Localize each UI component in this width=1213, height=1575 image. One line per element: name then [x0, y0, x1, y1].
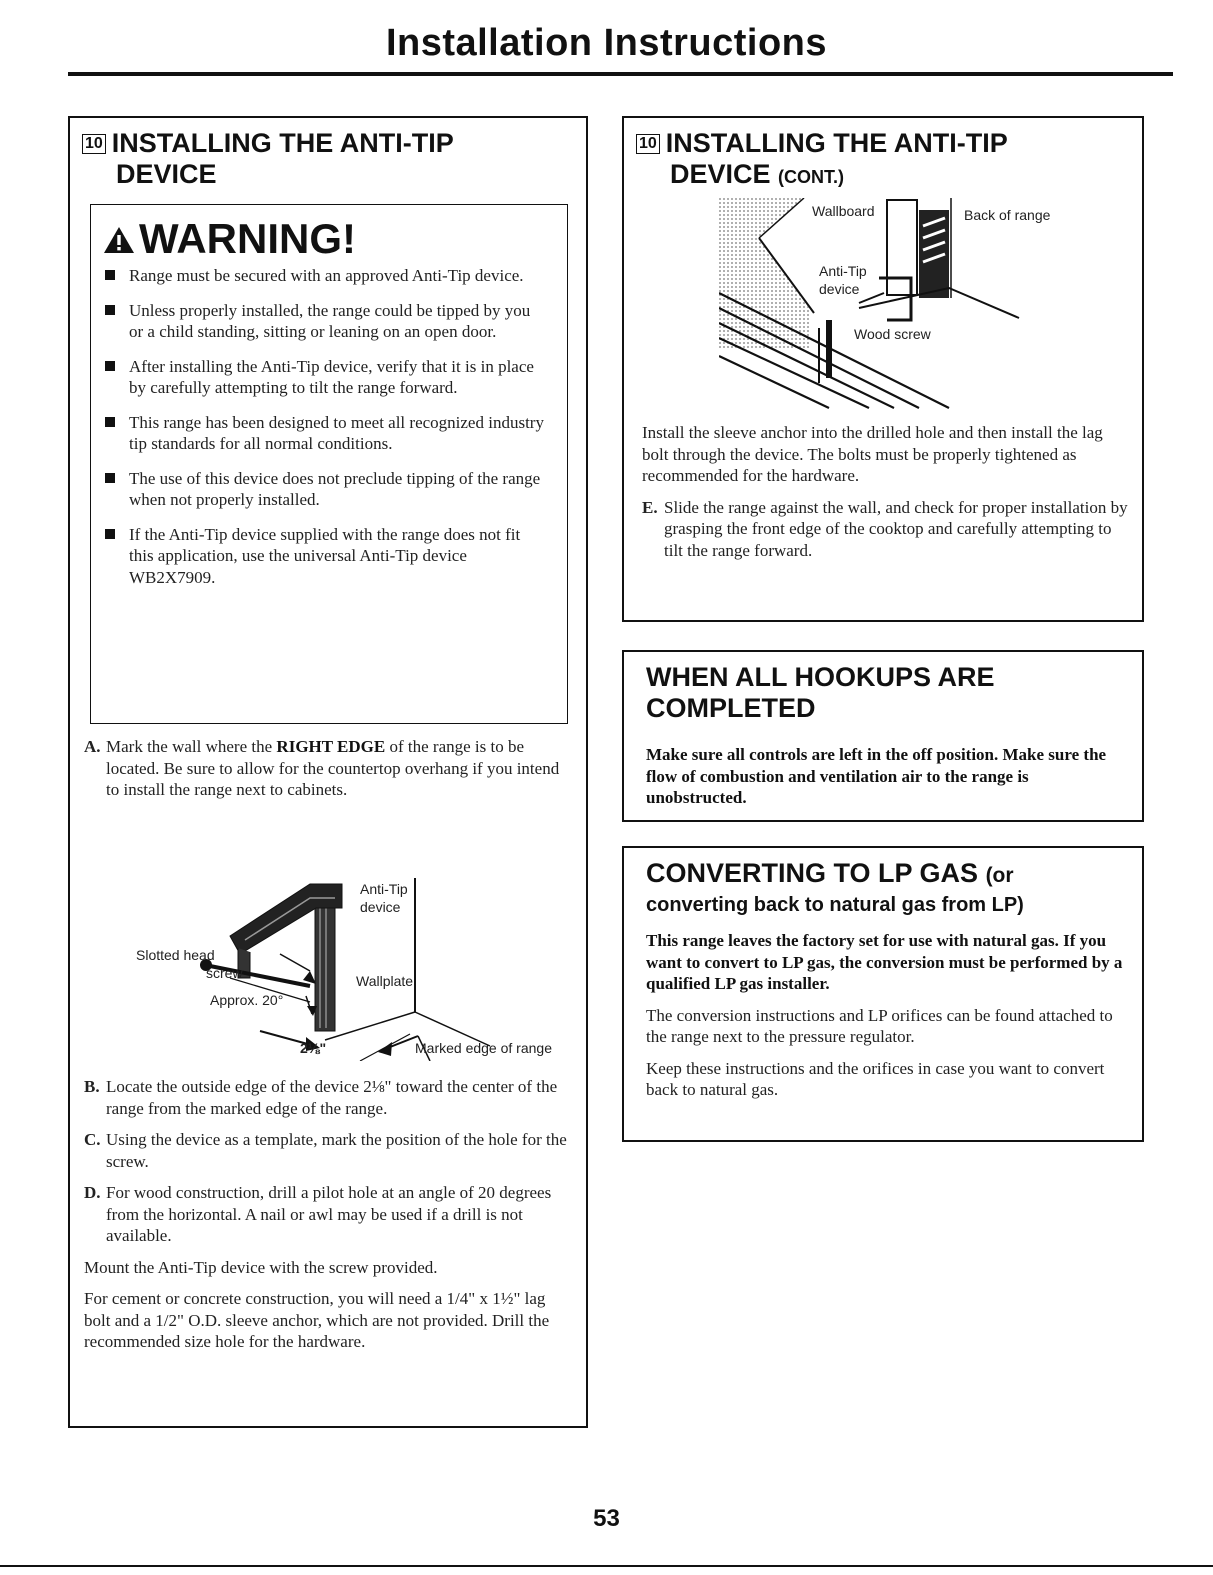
concrete-paragraph: For cement or concrete construction, you will need a 1/4" x 1½" lag bolt and a 1/2" O.D. sleeve anchor, which are not provided. Drill the recommended size hole for the hardware. [84, 1289, 550, 1351]
step-number-badge: 10 [82, 134, 106, 154]
lp-gas-bold-text: This range leaves the factory set for use with natural gas. If you want to convert to LP gas, the conversion must be performed by a qualified LP gas installer. [646, 931, 1123, 993]
lp-gas-heading [646, 858, 1141, 891]
hookups-heading [646, 662, 1136, 724]
step-a-bold: RIGHT EDGE [276, 737, 386, 756]
warning-bullet-text: After installing the Anti-Tip device, verify that it is in place by carefully attempting to tilt the range forward. [129, 356, 534, 397]
label-approx-angle: Approx. 20° [210, 992, 284, 1008]
label-wallboard: Wallboard [812, 203, 875, 219]
step-e-letter: E. [642, 497, 658, 517]
lp-gas-section-box [622, 846, 1144, 1142]
bottom-rule [0, 1565, 1213, 1567]
step-c-text: Using the device as a template, mark the position of the hole for the screw. [106, 1130, 567, 1171]
label-anti-tip-line2: device [360, 899, 401, 915]
step-b-letter: B. [84, 1077, 100, 1096]
lp-gas-para1: The conversion instructions and LP orifices can be found attached to the range next to the pressure regulator. [646, 1005, 1113, 1046]
label-screw: screw [206, 965, 243, 981]
step-number-badge: 10 [636, 134, 660, 154]
lp-gas-para2: Keep these instructions and the orifices in case you want to convert back to natural gas. [646, 1058, 1105, 1099]
step-d [84, 1182, 576, 1247]
title-rule [68, 72, 1173, 76]
warning-bullet [97, 265, 547, 287]
right-top-text [642, 422, 1132, 571]
step-a-text-before: Mark the wall where the [106, 737, 277, 756]
lp-gas-body [646, 930, 1132, 1111]
warning-title: WARNING! [139, 215, 356, 262]
left-heading [82, 128, 582, 190]
label-slotted-head: Slotted head [136, 947, 215, 963]
warning-box [90, 204, 568, 724]
step-c [84, 1129, 576, 1172]
step-d-text: For wood construction, drill a pilot hole at an angle of 20 degrees from the horizontal. A nail or awl may be used if a drill is not available. [106, 1183, 552, 1245]
step-a [84, 736, 574, 811]
warning-bullet [97, 356, 547, 399]
hookups-text: Make sure all controls are left in the off position. Make sure the flow of combustion and ventilation air to the range is unobstructed. [646, 745, 1107, 807]
label-anti-tip-line2: device [819, 281, 860, 297]
hookups-heading-line2: COMPLETED [646, 693, 816, 723]
steps-b-d [84, 1076, 576, 1363]
warning-bullet [97, 300, 547, 343]
right-heading-cont: (CONT.) [778, 167, 845, 187]
lp-gas-heading-paren: (or [985, 864, 1014, 887]
right-heading-line1: INSTALLING THE ANTI-TIP [665, 128, 1008, 158]
step-a-text-after: of the range is to be located. Be sure to allow for the countertop overhang if you intend to install the range next to cabinets. [106, 737, 560, 799]
right-top-heading [636, 128, 1136, 193]
lp-gas-subheading: converting back to natural gas from LP) [646, 894, 1024, 916]
warning-bullet [97, 412, 547, 455]
label-marked-edge: Marked edge of range [415, 1040, 552, 1056]
warning-bullet-text: The use of this device does not preclude tipping of the range when not properly installed. [129, 468, 541, 509]
warning-bullet-text: Range must be secured with an approved Anti-Tip device. [129, 266, 524, 285]
anti-tip-diagram [110, 856, 570, 1061]
step-e-text: Slide the range against the wall, and check for proper installation by grasping the front edge of the cooktop and carefully attempting to tilt the range forward. [664, 497, 1128, 560]
step-e [642, 497, 1132, 562]
right-top-section-box [622, 116, 1144, 622]
wall-installation-diagram [719, 198, 1119, 413]
step-a-letter: A. [84, 737, 101, 756]
mount-paragraph: Mount the Anti-Tip device with the screw provided. [84, 1257, 438, 1277]
right-heading-line2: DEVICE [670, 159, 771, 189]
left-heading-line2: DEVICE [116, 159, 217, 189]
label-anti-tip-line1: Anti-Tip [360, 881, 408, 897]
warning-bullets [97, 265, 547, 601]
label-wallplate: Wallplate [356, 973, 414, 989]
warning-triangle-icon [103, 225, 135, 255]
lp-gas-heading-main: CONVERTING TO LP GAS [646, 858, 979, 888]
warning-bullet-text: Unless properly installed, the range could be tipped by you or a child standing, sitting or leaning on an open door. [129, 300, 531, 341]
label-wood-screw: Wood screw [854, 326, 931, 342]
warning-header [103, 217, 356, 261]
page-title: Installation Instructions [385, 22, 828, 64]
sleeve-anchor-paragraph: Install the sleeve anchor into the drilled hole and then install the lag bolt through the device. The bolts must be properly tightened as recommended for the hardware. [642, 423, 1103, 485]
left-heading-line1: INSTALLING THE ANTI-TIP [111, 128, 454, 158]
left-section-box [68, 116, 588, 1428]
step-d-letter: D. [84, 1183, 101, 1202]
step-c-letter: C. [84, 1130, 101, 1149]
step-b [84, 1076, 576, 1119]
step-b-text: Locate the outside edge of the device 2⅛" toward the center of the range from the marked edge of the range. [106, 1077, 558, 1118]
warning-bullet [97, 524, 547, 589]
hookups-heading-line1: WHEN ALL HOOKUPS ARE [646, 662, 995, 692]
label-dimension: 2⅛" [300, 1040, 327, 1056]
label-anti-tip-line1: Anti-Tip [819, 263, 867, 279]
page-number: 53 [593, 1505, 620, 1532]
hookups-section-box [622, 650, 1144, 822]
label-back-of-range: Back of range [964, 207, 1051, 223]
warning-bullet-text: This range has been designed to meet all recognized industry tip standards for all normal conditions. [129, 412, 544, 453]
warning-bullet [97, 468, 547, 511]
warning-bullet-text: If the Anti-Tip device supplied with the range does not fit this application, use the universal Anti-Tip device WB2X7909. [129, 524, 521, 587]
